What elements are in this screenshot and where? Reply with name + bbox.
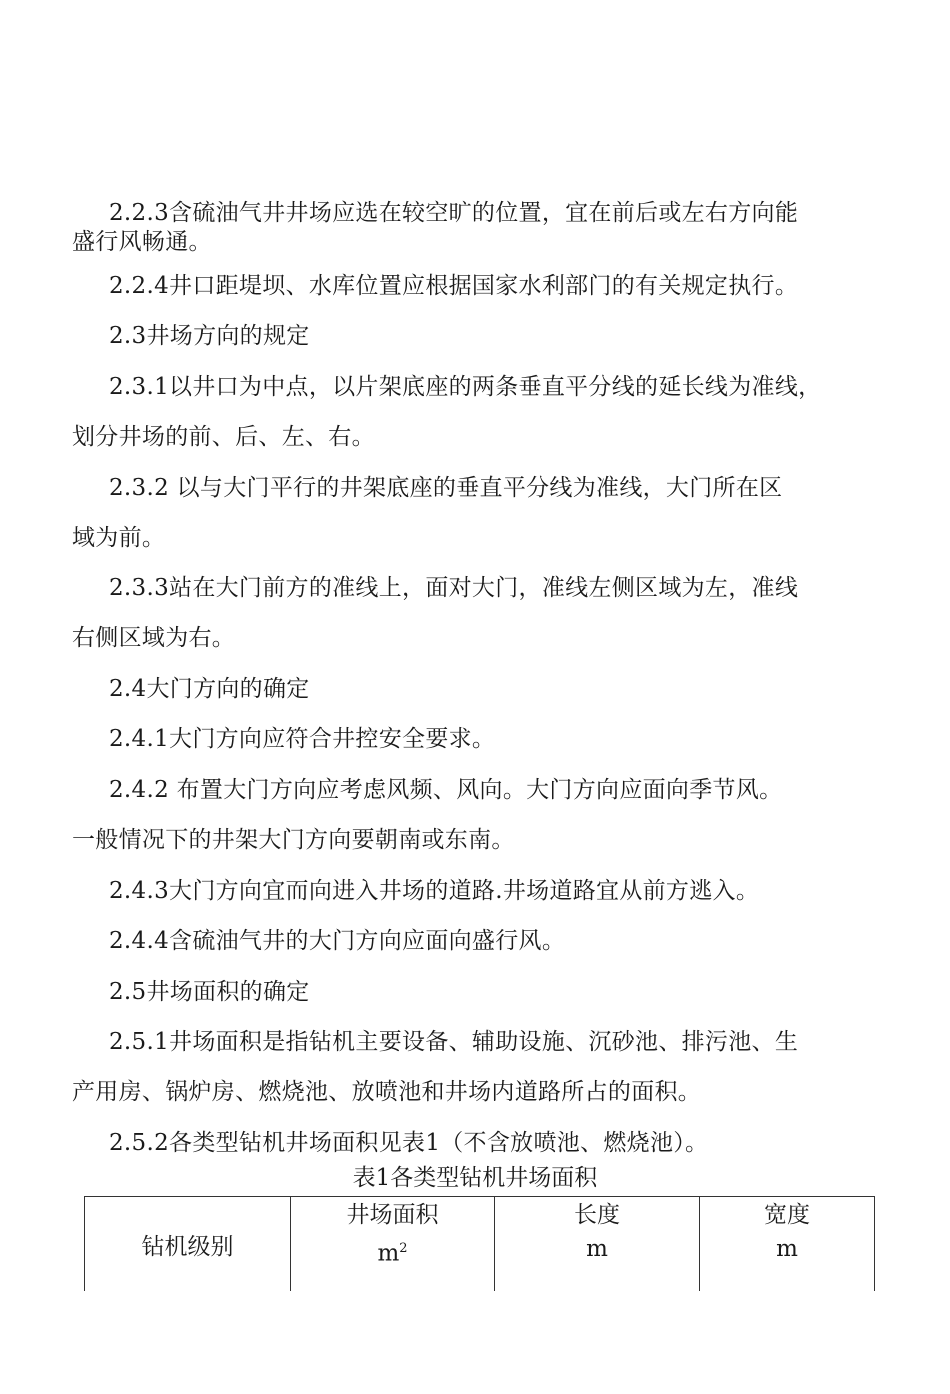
paragraph-2-2-4: 2.2.4井口距堤坝、水库位置应根据国家水利部门的有关规定执行。 <box>109 273 799 299</box>
paragraph-2-5-1-line1: 2.5.1井场面积是指钻机主要设备、辅助设施、沉砂池、排污池、生 <box>109 1029 799 1055</box>
area-unit-base: m <box>377 1240 400 1267</box>
paragraph-2-3-3-line2: 右侧区域为右。 <box>72 625 236 651</box>
paragraph-2-4-4: 2.4.4含硫油气井的大门方向应面向盛行风。 <box>109 928 566 954</box>
header-length <box>495 1197 700 1292</box>
table-caption: 表1各类型钻机井场面积 <box>352 1165 598 1191</box>
heading-2-4: 2.4大门方向的确定 <box>109 676 310 702</box>
paragraph-2-2-3-line1: 2.2.3含硫油气井井场应选在较空旷的位置，宜在前后或左右方向能 <box>109 200 799 226</box>
table-header-row <box>85 1197 875 1292</box>
header-length-unit: m <box>586 1236 608 1262</box>
paragraph-2-5-1-line2: 产用房、锅炉房、燃烧池、放喷池和井场内道路所占的面积。 <box>72 1079 702 1105</box>
header-rig-level-label: 钻机级别 <box>141 1233 234 1260</box>
heading-2-3: 2.3井场方向的规定 <box>109 323 310 349</box>
paragraph-2-3-1-line2: 划分井场的前、后、左、右。 <box>72 424 375 450</box>
paragraph-2-4-3: 2.4.3大门方向宜而向进入井场的道路.井场道路宜从前方逃入。 <box>109 878 760 904</box>
header-length-label: 长度 <box>574 1202 620 1228</box>
paragraph-2-4-2-line2: 一般情况下的井架大门方向要朝南或东南。 <box>72 827 515 853</box>
header-width-label: 宽度 <box>764 1202 810 1228</box>
area-unit-exponent: 2 <box>399 1241 408 1256</box>
paragraph-2-5-2: 2.5.2各类型钻机井场面积见表1（不含放喷池、燃烧池）。 <box>109 1130 709 1156</box>
paragraph-2-2-3-line2: 盛行风畅通。 <box>72 229 212 255</box>
header-site-area-unit <box>291 1235 494 1268</box>
paragraph-2-3-1-line1: 2.3.1以井口为中点，以片架底座的两条垂直平分线的延长线为准线， <box>109 374 822 400</box>
header-rig-level <box>85 1197 291 1292</box>
paragraph-2-3-2-line2: 域为前。 <box>72 525 166 551</box>
paragraph-2-3-3-line1: 2.3.3站在大门前方的准线上，面对大门，准线左侧区域为左，准线 <box>109 575 799 601</box>
drill-site-area-table <box>84 1196 875 1291</box>
header-width <box>700 1197 875 1292</box>
paragraph-2-4-1: 2.4.1大门方向应符合井控安全要求。 <box>109 726 496 752</box>
heading-2-5: 2.5井场面积的确定 <box>109 979 310 1005</box>
paragraph-2-3-2-line1: 2.3.2 以与大门平行的井架底座的垂直平分线为准线，大门所在区 <box>109 475 783 501</box>
header-site-area-label: 井场面积 <box>346 1202 439 1228</box>
paragraph-2-4-2-line1: 2.4.2 布置大门方向应考虑风频、风向。大门方向应面向季节风。 <box>109 777 783 803</box>
header-site-area <box>291 1197 495 1292</box>
header-width-unit: m <box>776 1236 798 1262</box>
